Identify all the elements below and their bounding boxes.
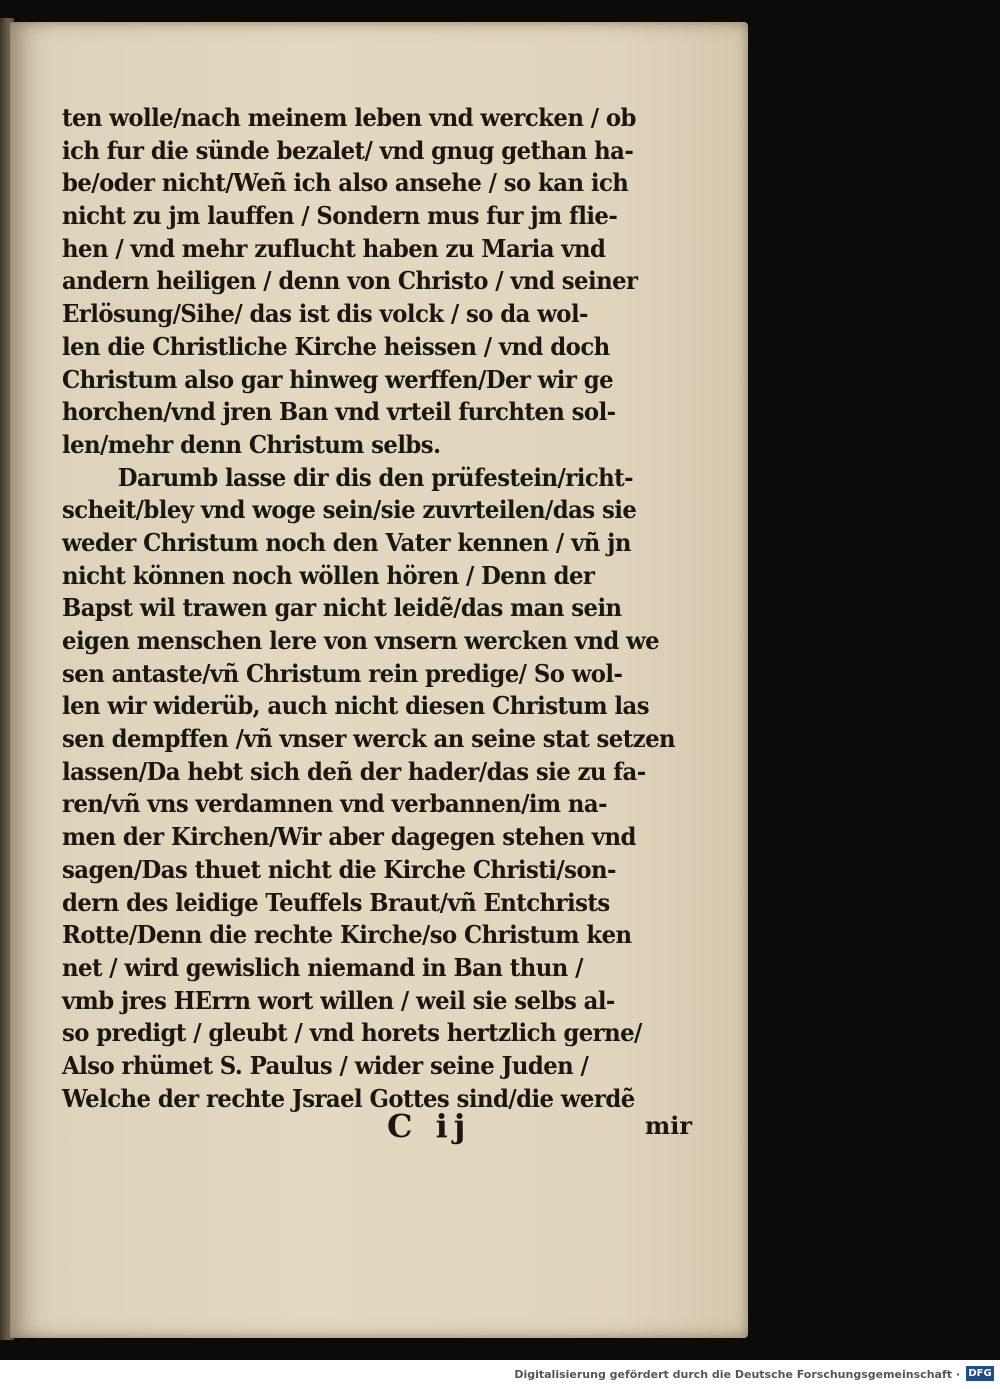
text-line: Bapst wil trawen gar nicht leidẽ/das man sein (62, 593, 622, 623)
text-line: lassen/Da hebt sich deñ der hader/das sie zu fa- (62, 756, 646, 786)
page-text-block (62, 102, 702, 1115)
text-line: andern heiligen / denn von Christo / vnd seiner (62, 266, 638, 296)
dfg-logo: DFG (966, 1366, 994, 1381)
text-line: nicht können noch wöllen hören / Denn der (62, 560, 595, 590)
text-line: ich fur die sünde bezalet/ vnd gnug gethan ha- (62, 135, 634, 165)
text-line: ren/vñ vns verdamnen vnd verbannen/im na- (62, 789, 608, 819)
text-line: len/mehr denn Christum selbs. (62, 429, 441, 459)
text-line: Rotte/Denn die rechte Kirche/so Christum ken (62, 920, 632, 950)
text-line: so predigt / gleubt / vnd horets hertzlich gerne/ (62, 1018, 642, 1048)
text-line: sen dempffen /vñ vnser werck an seine stat setzen (62, 724, 676, 754)
text-line: scheit/bley vnd woge sein/sie zuvrteilen/das sie (62, 495, 637, 525)
book-page (10, 22, 748, 1338)
text-line: net / wird gewislich niemand in Ban thun / (62, 952, 583, 982)
text-line: nicht zu jm lauffen / Sondern mus fur jm flie- (62, 201, 618, 231)
text-line: hen / vnd mehr zuflucht haben zu Maria vnd (62, 233, 606, 263)
funding-credit: Digitalisierung gefördert durch die Deutsche Forschungsgemeinschaft · (514, 1368, 960, 1381)
text-line: be/oder nicht/Weñ ich also ansehe / so kan ich (62, 168, 629, 198)
text-line: Erlösung/Sihe/ das ist dis volck / so da wol- (62, 299, 588, 329)
text-line: Welche der rechte Jsrael Gottes sind/die werdẽ (62, 1083, 635, 1113)
text-line: men der Kirchen/Wir aber dagegen stehen vnd (62, 822, 636, 852)
signature-mark: C ij (387, 1107, 472, 1145)
text-line: ten wolle/nach meinem leben vnd wercken / ob (62, 103, 636, 132)
text-line: Darumb lasse dir dis den prüfestein/richt- (117, 462, 634, 492)
text-line: Also rhümet S. Paulus / wider seine Juden / (62, 1050, 589, 1080)
text-line: dern des leidige Teuffels Braut/vñ Entchrists (62, 887, 610, 917)
text-line: sagen/Das thuet nicht die Kirche Christi/son- (62, 854, 616, 884)
text-line: weder Christum noch den Vater kennen / vñ jn (62, 527, 631, 557)
page-footer (62, 1107, 702, 1147)
text-line: vmb jres HErrn wort willen / weil sie selbs al- (62, 985, 615, 1015)
text-line: sen antaste/vñ Christum rein predige/ So wol- (62, 658, 623, 688)
text-line: len die Christliche Kirche heissen / vnd doch (62, 331, 610, 361)
catchword: mir (644, 1111, 692, 1140)
text-line: horchen/vnd jren Ban vnd vrteil furchten sol- (62, 397, 616, 427)
text-line: Christum also gar hinweg werffen/Der wir ge (62, 364, 614, 394)
text-line: len wir widerüb, auch nicht diesen Christum las (62, 691, 649, 721)
text-line: eigen menschen lere von vnsern wercken vnd we (62, 626, 660, 655)
